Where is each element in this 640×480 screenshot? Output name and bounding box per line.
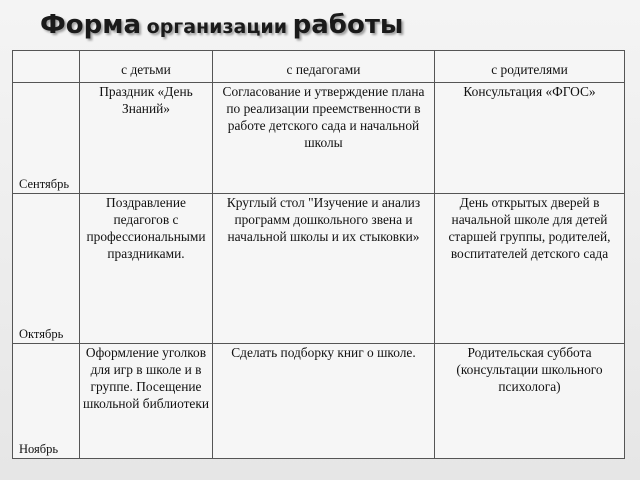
cell-text: День открытых дверей в начальной школе для детей старшей группы, родителей, воспитателей детского сада — [448, 195, 611, 261]
title-word-3: работы — [292, 10, 404, 40]
corner-cell — [13, 51, 80, 83]
column-header-teachers: с педагогами — [213, 51, 435, 83]
cell-text: Родительская суббота (консультации школьного психолога) — [456, 345, 603, 394]
cell-teachers-october — [213, 194, 435, 344]
month-cell-november — [13, 344, 80, 459]
cell-text: Круглый стол "Изучение и анализ программ дошкольного звена и начальной школы и их стыковки» — [226, 195, 421, 244]
month-cell-october — [13, 194, 80, 344]
column-header-parents: с родителями — [435, 51, 625, 83]
table-header-row — [13, 51, 625, 83]
cell-text: Консультация «ФГОС» — [463, 84, 596, 99]
cell-text: Согласование и утверждение плана по реализации преемственности в работе детского сада и начальной школы — [222, 84, 425, 150]
cell-teachers-september — [213, 83, 435, 194]
cell-text: Поздравление педагогов с профессиональными праздниками. — [86, 195, 206, 261]
cell-children-september — [80, 83, 213, 194]
cell-teachers-november — [213, 344, 435, 459]
cell-text: Сделать подборку книг о школе. — [231, 345, 416, 360]
work-plan-table — [12, 50, 625, 459]
month-label: Сентябрь — [19, 177, 70, 191]
table-row-october — [13, 194, 625, 344]
table-row-september — [13, 83, 625, 194]
column-header-children: с детьми — [80, 51, 213, 83]
page-title — [40, 12, 403, 38]
month-label: Ноябрь — [19, 442, 59, 456]
cell-children-november — [80, 344, 213, 459]
title-word-2: организации — [146, 16, 288, 38]
cell-text: Праздник «День Знаний» — [99, 84, 193, 116]
month-label: Октябрь — [19, 327, 64, 341]
cell-parents-october — [435, 194, 625, 344]
month-cell-september — [13, 83, 80, 194]
cell-parents-september — [435, 83, 625, 194]
table-row-november — [13, 344, 625, 459]
cell-children-october — [80, 194, 213, 344]
title-word-1: Форма — [40, 10, 142, 40]
cell-text: Оформление уголков для игр в школе и в группе. Посещение школьной библиотеки — [82, 345, 210, 411]
cell-parents-november — [435, 344, 625, 459]
